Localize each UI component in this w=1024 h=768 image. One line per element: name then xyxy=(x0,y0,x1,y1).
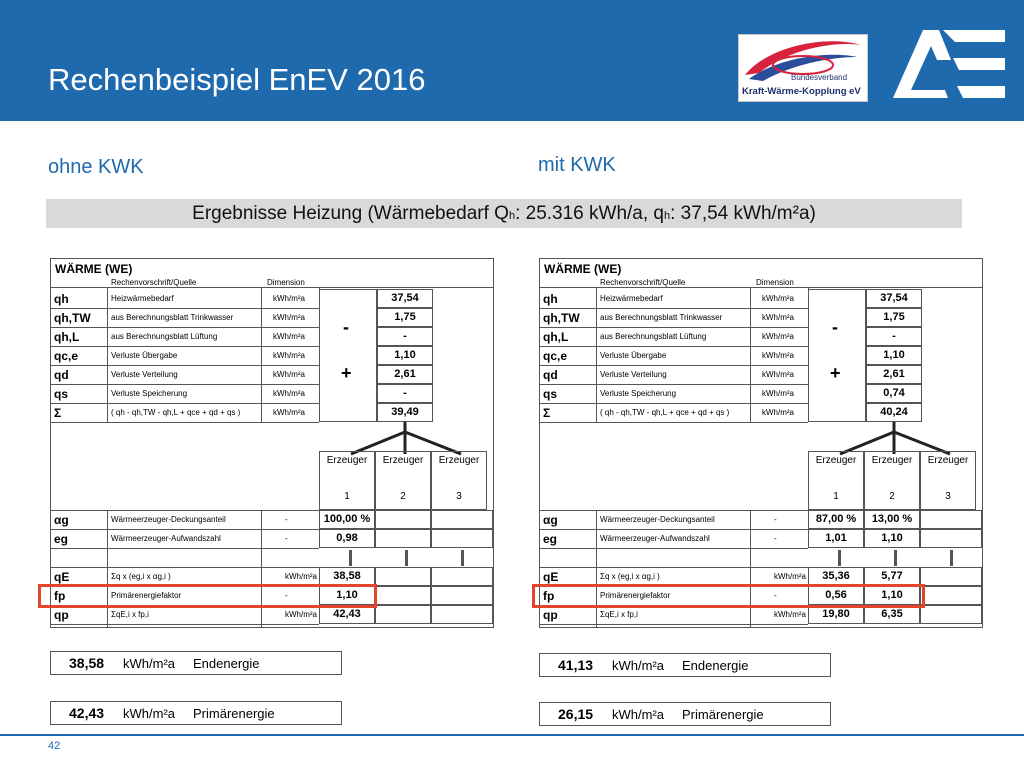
prim-label: Primärenergie xyxy=(193,706,275,721)
erzeuger-number: 2 xyxy=(400,491,406,502)
row-value: 1,10 xyxy=(377,346,433,365)
operator-minus: - xyxy=(343,317,349,337)
row-value-erz2 xyxy=(375,529,431,548)
label-ohne-kwk: ohne KWK xyxy=(48,156,144,178)
row-value-erz2: 5,77 xyxy=(864,567,920,586)
row-symbol: qc,e xyxy=(54,349,79,363)
row-symbol: qd xyxy=(543,368,558,382)
grid-line xyxy=(261,287,262,422)
row-symbol: qc,e xyxy=(543,349,568,363)
row-value: - xyxy=(377,384,433,403)
row-value-erz1: 1,10 xyxy=(319,586,375,605)
row-symbol: eg xyxy=(543,532,558,546)
row-description: Verluste Speicherung xyxy=(111,389,188,398)
grid-line xyxy=(540,384,808,385)
col-rechen-header: Rechenvorschrift/Quelle xyxy=(111,278,197,287)
end-unit: kWh/m²a xyxy=(123,656,175,671)
row-symbol: qh,L xyxy=(54,330,80,344)
operator-plus: + xyxy=(341,363,352,383)
row-dimension: kWh/m²a xyxy=(762,294,794,303)
banner-part2: : 25.316 kWh/a, q xyxy=(515,203,664,224)
fp-highlight-right xyxy=(532,584,925,608)
row-value: - xyxy=(377,327,433,346)
flow-bar xyxy=(838,550,841,566)
col-rechen-header: Rechenvorschrift/Quelle xyxy=(600,278,686,287)
row-description: Wärmeerzeuger-Deckungsanteil xyxy=(111,515,226,524)
row-value-erz3 xyxy=(920,529,982,548)
row-symbol: αg xyxy=(54,513,69,527)
flow-bar xyxy=(405,550,408,566)
result-prim-right xyxy=(539,702,831,726)
grid-line xyxy=(261,510,262,627)
page-number: 42 xyxy=(48,740,61,752)
grid-line xyxy=(51,529,319,530)
operator-minus: - xyxy=(832,317,838,337)
row-dimension: kWh/m²a xyxy=(762,351,794,360)
row-value-erz1: 35,36 xyxy=(808,567,864,586)
row-value: 1,75 xyxy=(866,308,922,327)
row-description: aus Berechnungsblatt Lüftung xyxy=(600,332,707,341)
row-description: Heizwärmebedarf xyxy=(111,294,174,303)
row-dimension: kWh/m²a xyxy=(273,351,305,360)
erzeuger-label: Erzeuger xyxy=(927,455,969,466)
row-value-erz1: 0,98 xyxy=(319,529,375,548)
prim-value: 26,15 xyxy=(558,706,594,722)
row-value-erz1: 87,00 % xyxy=(808,510,864,529)
fp-highlight-left xyxy=(38,584,377,608)
row-symbol: Σ xyxy=(54,406,62,420)
row-value-erz3 xyxy=(920,586,982,605)
slide-title: Rechenbeispiel EnEV 2016 xyxy=(48,62,426,97)
row-value-erz2 xyxy=(375,586,431,605)
logo-text-2: Kraft-Wärme-Kopplung eV xyxy=(742,86,861,97)
grid-line xyxy=(51,327,319,328)
prim-value: 42,43 xyxy=(69,705,105,721)
row-symbol: qh xyxy=(543,292,558,306)
row-dimension: - xyxy=(774,534,777,543)
operator-box xyxy=(808,289,866,422)
row-symbol: fp xyxy=(54,589,66,603)
row-value-erz2: 1,10 xyxy=(864,586,920,605)
grid-line xyxy=(51,384,319,385)
flow-bar xyxy=(894,550,897,566)
end-label: Endenergie xyxy=(193,656,260,671)
erzeuger-number: 1 xyxy=(344,491,350,502)
end-label: Endenergie xyxy=(682,658,749,673)
banner-part3: : 37,54 kWh/m²a) xyxy=(670,203,816,224)
row-symbol: eg xyxy=(54,532,69,546)
row-description: Σq x (eg,i x αg,i ) xyxy=(600,572,660,581)
row-symbol: qE xyxy=(54,570,70,584)
banner-sub2: h xyxy=(664,210,671,222)
header-rule xyxy=(540,287,982,288)
banner-sub1: h xyxy=(508,210,516,222)
row-value: 1,10 xyxy=(866,346,922,365)
row-value-erz2: 6,35 xyxy=(864,605,920,624)
row-dimension: kWh/m²a xyxy=(285,610,317,619)
row-value: 2,61 xyxy=(377,365,433,384)
row-value-erz3 xyxy=(431,567,493,586)
row-value-erz3 xyxy=(431,605,493,624)
erzeuger-number: 2 xyxy=(889,491,895,502)
row-value-erz1: 0,56 xyxy=(808,586,864,605)
row-description: Verluste Verteilung xyxy=(111,370,178,379)
erzeuger-number: 3 xyxy=(945,491,951,502)
row-dimension: kWh/m²a xyxy=(273,389,305,398)
row-description: Wärmeerzeuger-Aufwandszahl xyxy=(600,534,710,543)
row-description: ( qh - qh,TW - qh,L + qce + qd + qs ) xyxy=(600,408,730,417)
grid-line xyxy=(51,346,319,347)
row-value-erz2 xyxy=(375,510,431,529)
row-value-erz3 xyxy=(431,586,493,605)
erzeuger-label: Erzeuger xyxy=(871,455,913,466)
grid-line xyxy=(750,287,751,422)
erzeuger-label: Erzeuger xyxy=(438,455,480,466)
sheet-ohne-kwk xyxy=(50,258,494,628)
row-description: ( qh - qh,TW - qh,L + qce + qd + qs ) xyxy=(111,408,241,417)
row-dimension: kWh/m²a xyxy=(762,313,794,322)
col-dim-header: Dimension xyxy=(756,278,794,287)
row-dimension: kWh/m²a xyxy=(774,610,806,619)
row-dimension: kWh/m²a xyxy=(762,370,794,379)
row-value-erz2: 13,00 % xyxy=(864,510,920,529)
row-value-erz3 xyxy=(920,510,982,529)
row-description: ΣqE,i x fp,i xyxy=(111,610,149,619)
row-dimension: kWh/m²a xyxy=(273,313,305,322)
row-symbol: qd xyxy=(54,368,69,382)
row-dimension: - xyxy=(285,515,288,524)
end-value: 41,13 xyxy=(558,657,594,673)
grid-line xyxy=(750,510,751,627)
row-dimension: - xyxy=(774,515,777,524)
flow-bar xyxy=(950,550,953,566)
row-symbol: qs xyxy=(54,387,69,401)
grid-line xyxy=(51,510,493,511)
row-symbol: qp xyxy=(54,608,69,622)
grid-line xyxy=(51,403,319,404)
row-dimension: kWh/m²a xyxy=(273,370,305,379)
grid-line xyxy=(540,327,808,328)
grid-line xyxy=(540,624,808,625)
row-description: Wärmeerzeuger-Aufwandszahl xyxy=(111,534,221,543)
row-dimension: kWh/m²a xyxy=(273,332,305,341)
row-value-erz2 xyxy=(375,567,431,586)
result-prim-left xyxy=(50,701,342,725)
erzeuger-number: 3 xyxy=(456,491,462,502)
row-symbol: qh,TW xyxy=(54,311,91,325)
row-dimension: kWh/m²a xyxy=(774,572,806,581)
row-value-erz3 xyxy=(431,510,493,529)
logo-text-1: Bundesverband xyxy=(791,73,848,82)
grid-line xyxy=(107,510,108,627)
header-rule xyxy=(51,287,493,288)
grid-line xyxy=(540,365,808,366)
row-dimension: kWh/m²a xyxy=(285,572,317,581)
erzeuger-label: Erzeuger xyxy=(815,455,857,466)
prim-unit: kWh/m²a xyxy=(123,706,175,721)
row-dimension: - xyxy=(774,591,777,600)
row-value-erz1: 38,58 xyxy=(319,567,375,586)
row-symbol: qh,L xyxy=(543,330,569,344)
row-dimension: kWh/m²a xyxy=(273,408,305,417)
row-description: aus Berechnungsblatt Trinkwasser xyxy=(111,313,234,322)
grid-line xyxy=(51,365,319,366)
row-symbol: qp xyxy=(543,608,558,622)
row-symbol: Σ xyxy=(543,406,551,420)
prim-unit: kWh/m²a xyxy=(612,707,664,722)
row-value: 2,61 xyxy=(866,365,922,384)
row-value-erz1: 19,80 xyxy=(808,605,864,624)
prim-label: Primärenergie xyxy=(682,707,764,722)
row-dimension: - xyxy=(285,591,288,600)
sheet-title: WÄRME (WE) xyxy=(55,262,133,276)
erzeuger-label: Erzeuger xyxy=(382,455,424,466)
row-description: Verluste Verteilung xyxy=(600,370,667,379)
row-symbol: fp xyxy=(543,589,555,603)
operator-box xyxy=(319,289,377,422)
grid-line xyxy=(540,529,808,530)
row-symbol: qh xyxy=(54,292,69,306)
operator-plus: + xyxy=(830,363,841,383)
erzeuger-label: Erzeuger xyxy=(326,455,368,466)
row-value: 1,75 xyxy=(377,308,433,327)
ae-logo-icon xyxy=(893,30,1005,98)
row-description: Verluste Speicherung xyxy=(600,389,677,398)
grid-line xyxy=(540,548,808,549)
row-value-erz3 xyxy=(920,567,982,586)
row-value: 37,54 xyxy=(866,289,922,308)
results-banner xyxy=(46,199,962,228)
grid-line xyxy=(540,510,982,511)
col-dim-header: Dimension xyxy=(267,278,305,287)
row-value-erz2: 1,10 xyxy=(864,529,920,548)
row-description: ΣqE,i x fp,i xyxy=(600,610,638,619)
result-end-right xyxy=(539,653,831,677)
grid-line xyxy=(596,510,597,627)
row-description: aus Berechnungsblatt Trinkwasser xyxy=(600,313,723,322)
row-value-erz3 xyxy=(920,605,982,624)
row-value-erz1: 42,43 xyxy=(319,605,375,624)
row-value-erz2 xyxy=(375,605,431,624)
row-symbol: qE xyxy=(543,570,559,584)
row-dimension: kWh/m²a xyxy=(273,294,305,303)
grid-line xyxy=(540,346,808,347)
row-description: Wärmeerzeuger-Deckungsanteil xyxy=(600,515,715,524)
grid-line xyxy=(540,308,808,309)
grid-line xyxy=(596,287,597,422)
row-dimension: kWh/m²a xyxy=(762,389,794,398)
end-unit: kWh/m²a xyxy=(612,658,664,673)
result-end-left xyxy=(50,651,342,675)
row-symbol: qs xyxy=(543,387,558,401)
label-mit-kwk: mit KWK xyxy=(538,154,616,176)
row-description: aus Berechnungsblatt Lüftung xyxy=(111,332,218,341)
row-value: 0,74 xyxy=(866,384,922,403)
end-value: 38,58 xyxy=(69,655,105,671)
erzeuger-number: 1 xyxy=(833,491,839,502)
row-dimension: - xyxy=(285,534,288,543)
footer-line xyxy=(0,734,1024,736)
sheet-mit-kwk xyxy=(539,258,983,628)
row-description: Verluste Übergabe xyxy=(111,351,178,360)
banner-part1: Ergebnisse Heizung (Wärmebedarf Q xyxy=(192,203,509,224)
grid-line xyxy=(51,624,319,625)
row-value-erz1: 100,00 % xyxy=(319,510,375,529)
row-description: Primärenergiefaktor xyxy=(111,591,182,600)
row-description: Σq x (eg,i x αg,i ) xyxy=(111,572,171,581)
header-bar xyxy=(0,0,1024,121)
row-value-erz3 xyxy=(431,529,493,548)
row-description: Verluste Übergabe xyxy=(600,351,667,360)
row-dimension: kWh/m²a xyxy=(762,408,794,417)
row-symbol: αg xyxy=(543,513,558,527)
grid-line xyxy=(51,548,319,549)
row-value: 40,24 xyxy=(866,403,922,422)
row-dimension: kWh/m²a xyxy=(762,332,794,341)
sheet-title: WÄRME (WE) xyxy=(544,262,622,276)
grid-line xyxy=(107,287,108,422)
row-value: 39,49 xyxy=(377,403,433,422)
row-value-erz1: 1,01 xyxy=(808,529,864,548)
row-value: 37,54 xyxy=(377,289,433,308)
row-description: Heizwärmebedarf xyxy=(600,294,663,303)
bkwk-logo xyxy=(738,34,868,102)
row-value: - xyxy=(866,327,922,346)
grid-line xyxy=(51,308,319,309)
grid-line xyxy=(540,403,808,404)
row-symbol: qh,TW xyxy=(543,311,580,325)
row-description: Primärenergiefaktor xyxy=(600,591,671,600)
flow-bar xyxy=(461,550,464,566)
flow-bar xyxy=(349,550,352,566)
